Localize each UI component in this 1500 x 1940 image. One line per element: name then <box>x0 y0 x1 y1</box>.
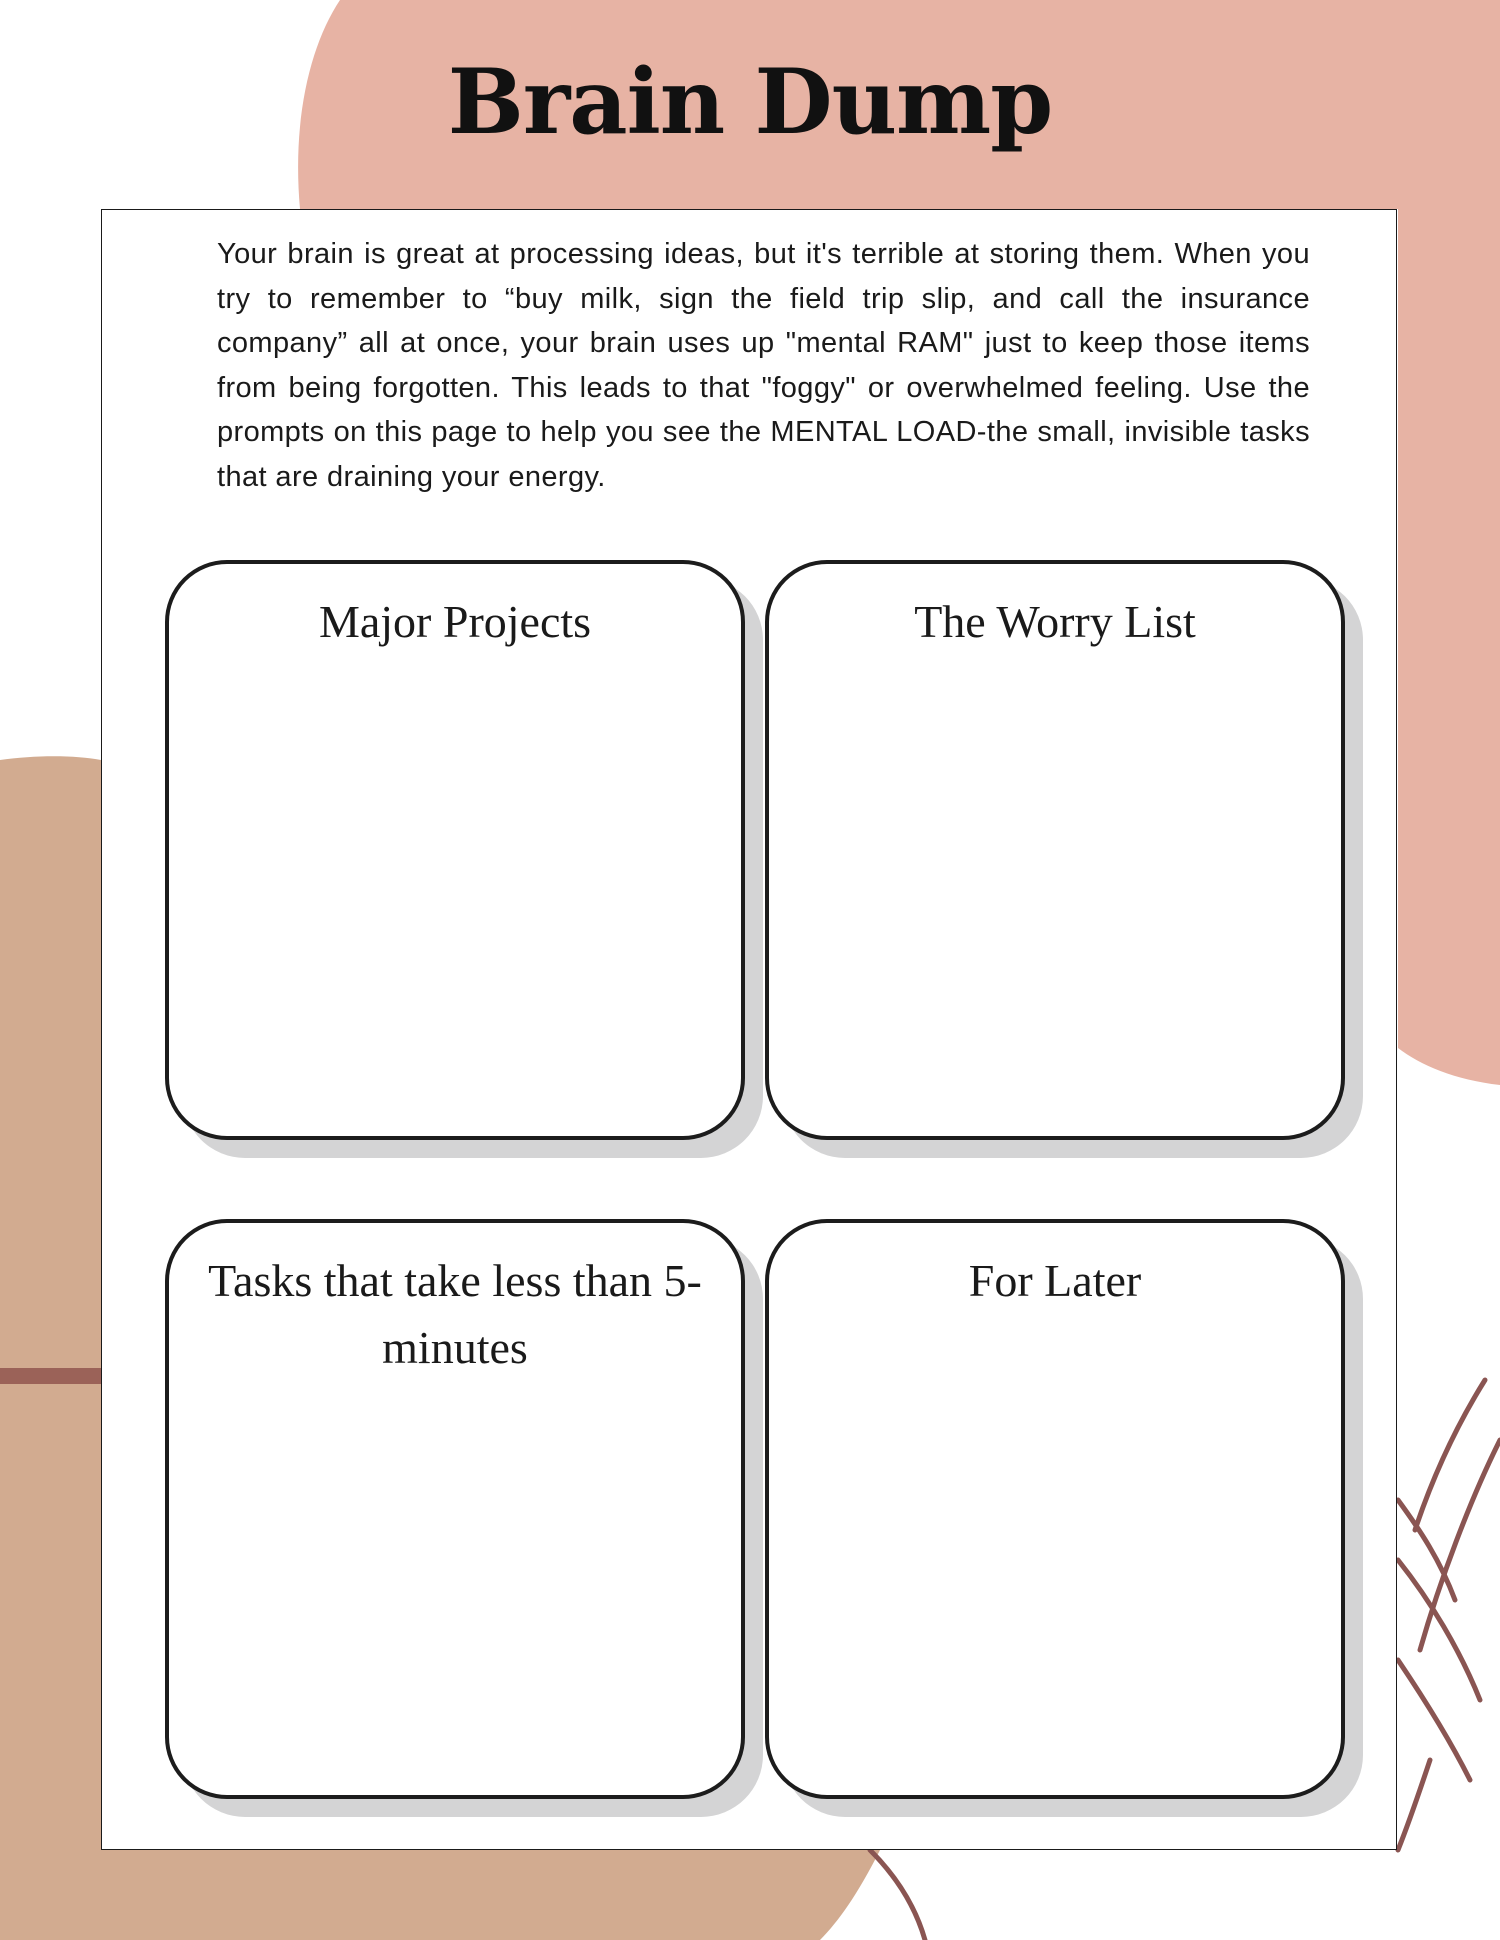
page-title: Brain Dump <box>447 49 1053 155</box>
worry-list-label: The Worry List <box>914 596 1196 647</box>
worry-list-box[interactable] <box>765 560 1345 1140</box>
rust-stripe <box>0 1368 101 1384</box>
major-projects-label: Major Projects <box>318 596 592 647</box>
intro-paragraph: Your brain is great at processing ideas, but it's terrible at storing them. When you try to remember to “buy milk, sign the field trip slip, and call the insurance company” all at once, your brain uses up "mental RAM" just to keep those items from being forgotten. This leads to that "foggy" or overwhelmed feeling. Use the prompts on this page to help you see the MENTAL LOAD-the small, invisible tasks that are draining your energy. <box>217 238 1310 493</box>
for-later-box[interactable] <box>765 1219 1345 1799</box>
major-projects-box[interactable] <box>165 560 745 1140</box>
for-later-label: For Later <box>968 1255 1142 1306</box>
worksheet-card <box>101 209 1397 1850</box>
quick-tasks-box[interactable] <box>165 1219 745 1799</box>
quick-tasks-label: Tasks that take less than 5-minutes <box>208 1255 702 1373</box>
